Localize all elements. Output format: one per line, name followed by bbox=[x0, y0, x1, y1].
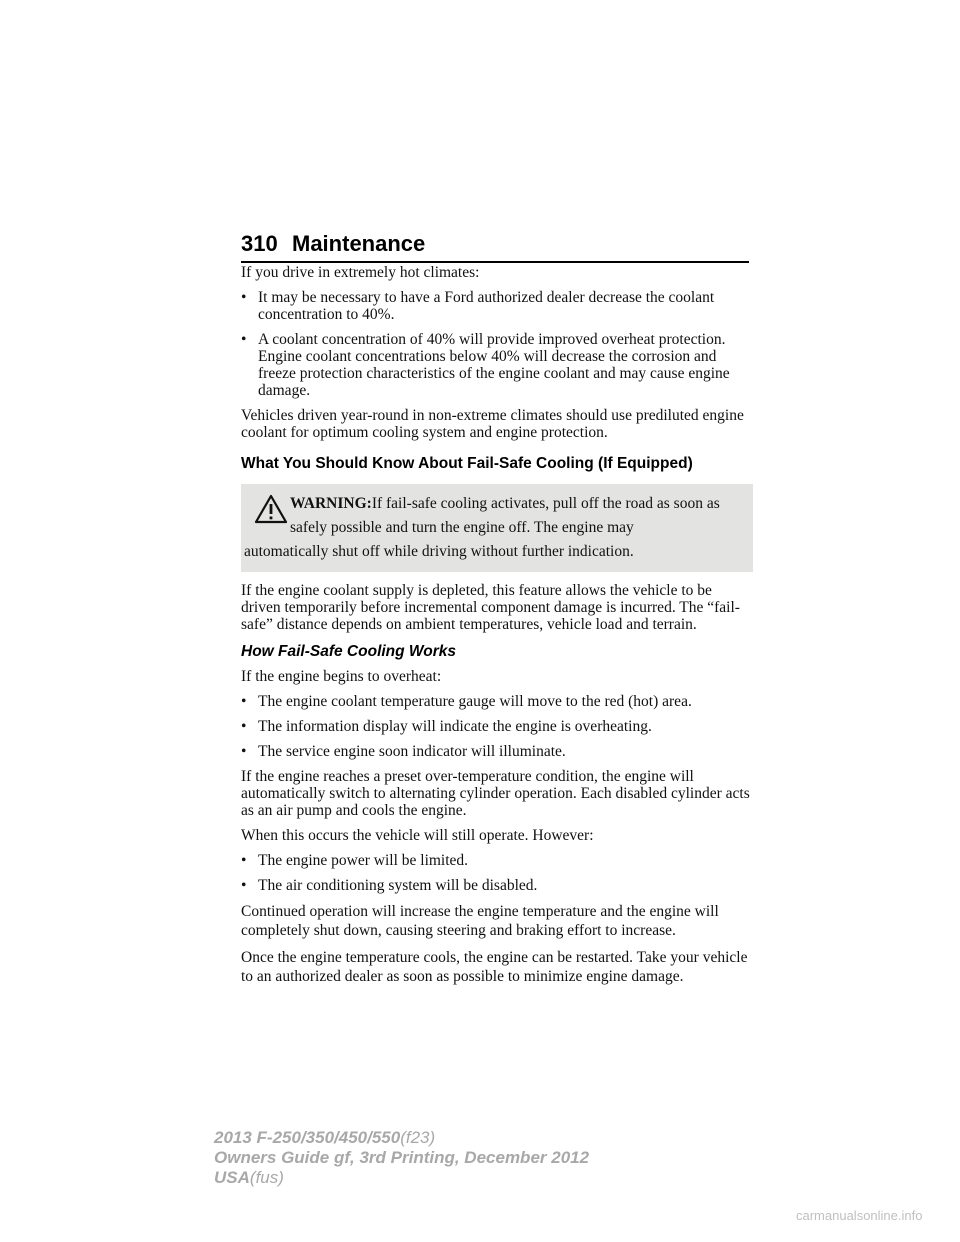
warning-text: If fail-safe cooling activates, pull off the road as soon as safely possible and turn the engine off. The engine may bbox=[290, 495, 720, 536]
bullet-icon: • bbox=[241, 331, 247, 348]
bullet-icon: • bbox=[241, 289, 247, 306]
restart-paragraph: Once the engine temperature cools, the engine can be restarted. Take your vehicle to an authorized dealer as soon as possible to minimize engine damage. bbox=[241, 949, 748, 985]
warning-box bbox=[241, 484, 753, 572]
bullet-icon: • bbox=[241, 877, 247, 894]
continued-paragraph: Continued operation will increase the engine temperature and the engine will completely shut down, causing steering and braking effort to increase. bbox=[241, 903, 719, 939]
list-item bbox=[241, 331, 753, 399]
footer-line-model bbox=[214, 1128, 589, 1148]
bullet-icon: • bbox=[241, 852, 247, 869]
list-item-text: The information display will indicate the engine is overheating. bbox=[258, 718, 652, 735]
prediluted-paragraph: Vehicles driven year-round in non-extreme climates should use prediluted engine coolant for optimum cooling system and engine protection. bbox=[241, 407, 744, 441]
list-item bbox=[241, 877, 753, 894]
bullet-icon: • bbox=[241, 718, 247, 735]
preset-paragraph: If the engine reaches a preset over-temperature condition, the engine will automatically switch to alternating cylinder operation. Each disabled cylinder acts as an air pump and cools the engine. bbox=[241, 768, 750, 819]
page-footer bbox=[214, 1128, 589, 1188]
footer-model-code: (f23) bbox=[400, 1128, 436, 1147]
list-item bbox=[241, 718, 753, 735]
list-item bbox=[241, 852, 753, 869]
page-number: 310 bbox=[241, 231, 278, 256]
warning-triangle-icon bbox=[254, 494, 288, 524]
list-item bbox=[241, 693, 753, 710]
footer-line-market bbox=[214, 1168, 589, 1188]
warning-label: WARNING: bbox=[290, 495, 372, 512]
list-item-text: The air conditioning system will be disabled. bbox=[258, 877, 538, 894]
list-item-text: The engine coolant temperature gauge will move to the red (hot) area. bbox=[258, 693, 692, 710]
bullet-icon: • bbox=[241, 693, 247, 710]
list-item-text: The service engine soon indicator will illuminate. bbox=[258, 743, 566, 760]
list-item-text: It may be necessary to have a Ford authorized dealer decrease the coolant concentration to 40%. bbox=[258, 289, 715, 323]
intro-paragraph: If you drive in extremely hot climates: bbox=[241, 264, 480, 281]
footer-line-printing: Owners Guide gf, 3rd Printing, December 2012 bbox=[214, 1148, 590, 1167]
operate-paragraph: When this occurs the vehicle will still operate. However: bbox=[241, 827, 594, 844]
footer-market: USA bbox=[214, 1168, 250, 1187]
watermark-text: carmanualsonline.info bbox=[796, 1208, 923, 1223]
section-title: Maintenance bbox=[292, 231, 426, 256]
depleted-paragraph: If the engine coolant supply is depleted, this feature allows the vehicle to be driven temporarily before incremental component damage is incurred. The “fail-safe” distance depends on ambient temperatures, vehicle load and terrain. bbox=[241, 582, 740, 633]
how-it-works-heading: How Fail-Safe Cooling Works bbox=[241, 643, 457, 660]
list-item-text: The engine power will be limited. bbox=[258, 852, 469, 869]
footer-market-code: (fus) bbox=[249, 1168, 284, 1187]
bullet-icon: • bbox=[241, 743, 247, 760]
footer-model: 2013 F-250/350/450/550 bbox=[214, 1128, 401, 1147]
list-item bbox=[241, 289, 753, 323]
warning-text-continued: automatically shut off while driving without further indication. bbox=[244, 543, 634, 560]
list-item bbox=[241, 743, 753, 760]
overheat-paragraph: If the engine begins to overheat: bbox=[241, 668, 442, 685]
page-header bbox=[241, 231, 749, 263]
failsafe-heading: What You Should Know About Fail-Safe Cooling (If Equipped) bbox=[241, 455, 693, 472]
page-body bbox=[241, 264, 753, 994]
list-item-text: A coolant concentration of 40% will provide improved overheat protection. Engine coolant concentrations below 40% will decrease the corrosion and freeze protection characteristics of the engine coolant and may cause engine damage. bbox=[258, 331, 730, 399]
